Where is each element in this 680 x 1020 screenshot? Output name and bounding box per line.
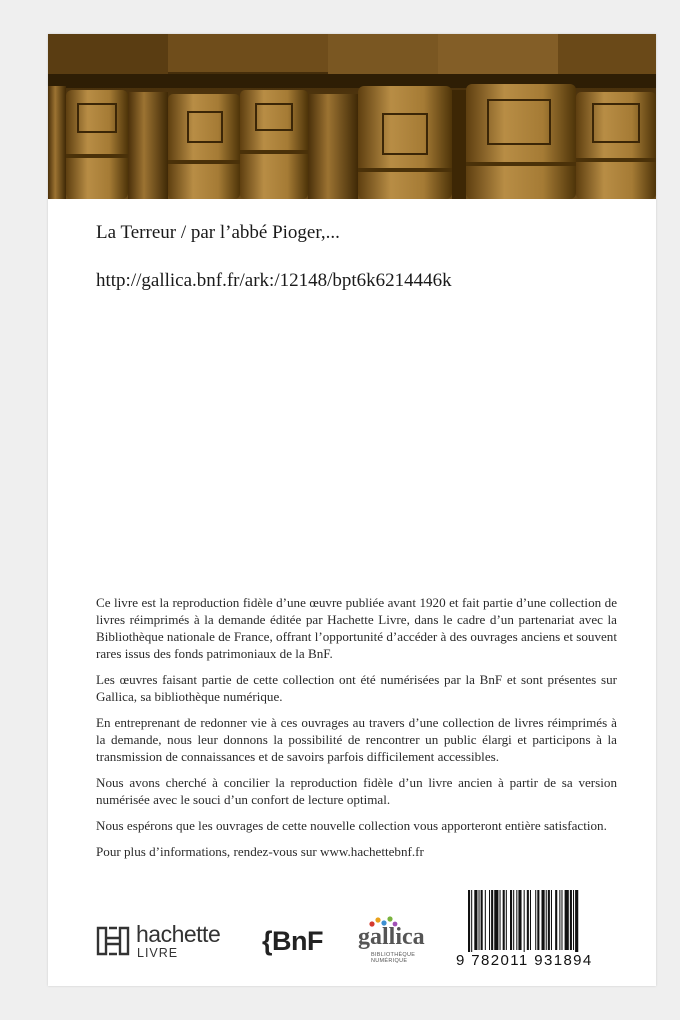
- gallica-subtitle-line: NUMÉRIQUE: [371, 958, 408, 964]
- bookshelf-illustration: [48, 34, 656, 199]
- barcode-bar: [561, 890, 562, 950]
- gallica-url[interactable]: http://gallica.bnf.fr/ark:/12148/bpt6k6214446k: [96, 270, 452, 291]
- gallica-subtitle: [371, 952, 415, 964]
- barcode-bar: [551, 890, 552, 950]
- barcode-bar: [518, 890, 521, 950]
- isbn-digits: 9 782011 931894: [456, 952, 593, 969]
- barcode-bar: [503, 890, 505, 950]
- publisher-logos: [96, 922, 426, 968]
- barcode-bar: [481, 890, 483, 950]
- barcode-bar: [513, 890, 514, 950]
- barcode-bar: [524, 890, 525, 952]
- barcode-bar: [559, 890, 560, 950]
- description-paragraph: En entreprenant de redonner vie à ces ouvrages au travers d’une collection de livres réimprimés à la demande, nous leur donnons la possibilité de rencontrer un public élargi et participons à la transmission de connaissances et de savoirs parfois difficilement accessibles.: [96, 715, 617, 764]
- bnf-logo: {BnF: [262, 926, 323, 956]
- barcode-bars: [456, 890, 616, 952]
- barcode-bar: [494, 890, 498, 950]
- description-text: [96, 594, 617, 869]
- barcode-bar: [535, 890, 536, 950]
- barcode-bar: [546, 890, 547, 950]
- barcode-bar: [537, 890, 539, 950]
- barcode-bar: [530, 890, 531, 950]
- hachette-h-icon: [96, 924, 130, 958]
- barcode-bar: [491, 890, 493, 950]
- info-link-paragraph: Pour plus d’informations, rendez-vous sur www.hachettebnf.fr: [96, 844, 424, 859]
- barcode-bar: [516, 890, 517, 950]
- barcode-bar: [489, 890, 490, 950]
- gallica-subtitle-line: BIBLIOTHÈQUE: [371, 952, 416, 958]
- barcode-bar: [471, 890, 472, 952]
- isbn-barcode: [456, 890, 616, 974]
- barcode-bar: [555, 890, 557, 950]
- hachette-subtitle: LIVRE: [137, 946, 179, 960]
- barcode-bar: [548, 890, 550, 950]
- barcode-bar: [570, 890, 572, 950]
- barcode-bar: [485, 890, 486, 950]
- barcode-bar: [573, 890, 574, 950]
- description-paragraph: Nous avons cherché à concilier la reproduction fidèle d’un livre ancien à partir de sa version numérisée avec le souci d’un confort de lecture optimal.: [96, 775, 617, 807]
- gallica-wordmark: gallica: [358, 924, 425, 950]
- barcode-bar: [474, 890, 477, 950]
- description-paragraph: Nous espérons que les ouvrages de cette nouvelle collection vous apporteront entière satisfaction.: [96, 818, 607, 833]
- book-back-cover: [48, 34, 656, 986]
- hachette-wordmark: hachette: [136, 921, 221, 947]
- barcode-bar: [479, 890, 480, 950]
- book-title: La Terreur / par l’abbé Pioger,...: [96, 222, 340, 243]
- barcode-bar: [565, 890, 569, 950]
- barcode-bar: [468, 890, 470, 952]
- gallica-logo: [358, 922, 438, 968]
- barcode-bar: [506, 890, 507, 950]
- barcode-bar: [575, 890, 578, 952]
- barcode-bar: [542, 890, 545, 950]
- description-paragraph: Ce livre est la reproduction fidèle d’une œuvre publiée avant 1920 et fait partie d’une collection de livres réimprimés à la demande éditée par Hachette Livre, dans le cadre d’un partenariat avec la Bibliothèque nationale de France, offrant l’opportunité d’accéder à des ouvrages anciens et souvent rares issus des fonds patrimoniaux de la BnF.: [96, 595, 617, 661]
- barcode-bar: [500, 890, 501, 950]
- bookshelf-banner-image: [48, 34, 656, 199]
- barcode-bar: [510, 890, 512, 950]
- description-paragraph: Les œuvres faisant partie de cette collection ont été numérisées par la BnF et sont présentes sur Gallica, sa bibliothèque numérique.: [96, 672, 617, 704]
- barcode-bar: [527, 890, 529, 950]
